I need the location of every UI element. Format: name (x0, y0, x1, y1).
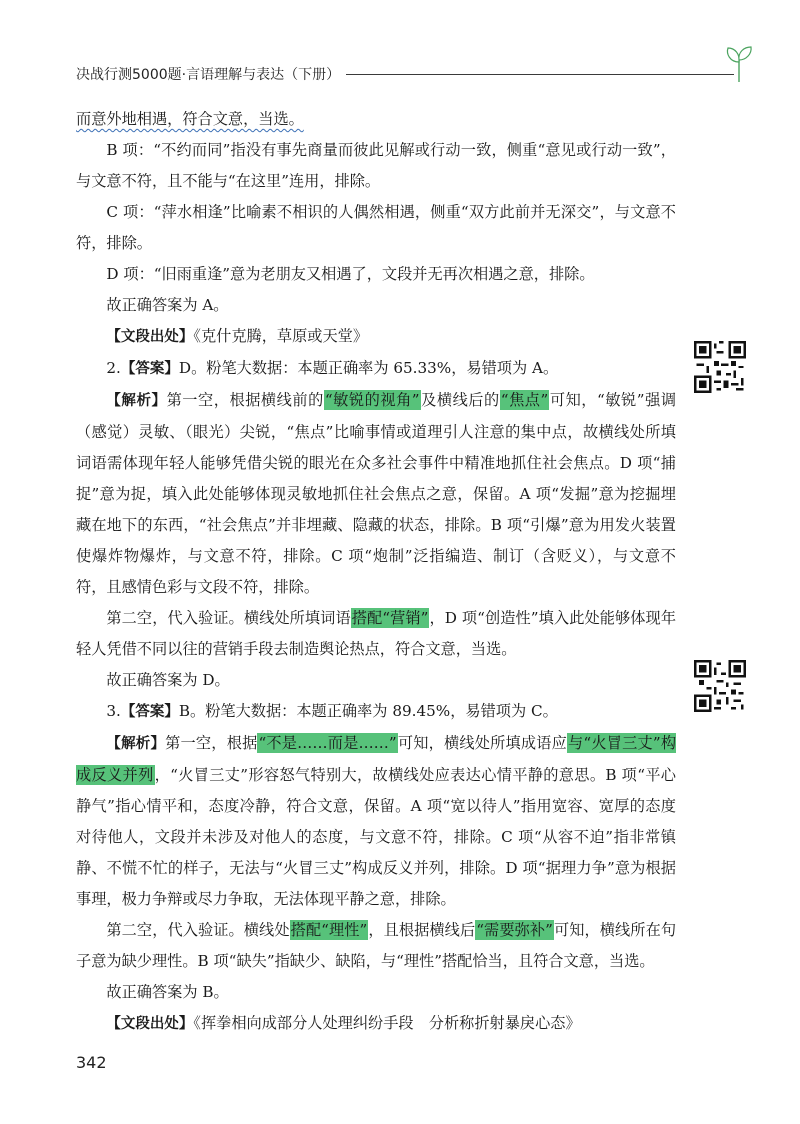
answer-explanations (76, 104, 676, 1040)
highlight: “不是……而是……” (258, 734, 397, 752)
q3-answer: 故正确答案为 B。 (106, 983, 229, 1001)
highlight: 搭配“营销” (351, 609, 429, 627)
qr-code-icon[interactable] (694, 341, 746, 393)
highlight: “焦点” (500, 391, 549, 409)
highlight: 搭配“理性” (290, 921, 368, 939)
book-title: 决战行测5000题·言语理解与表达（下册） (76, 64, 346, 84)
option-d-analysis: D 项：“旧雨重逢”意为老朋友又相遇了，文段并无再次相遇之意，排除。 (106, 265, 595, 283)
q2-analysis-2: 第二空，代入验证。横线处所填词语搭配“营销”，D 项“创造性”填入此处能够体现年轻人凭借不同以往的营销手段去制造舆论热点，符合文意，当选。 (76, 609, 677, 658)
highlight: “需要弥补” (476, 921, 553, 939)
option-c-analysis: C 项：“萍水相逢”比喻素不相识的人偶然相遇，侧重“双方此前并无深交”，与文意不符，排除。 (76, 203, 676, 252)
qr-code-icon[interactable] (694, 660, 746, 712)
source-line: 【文段出处】《挥拳相向成部分人处理纠纷手段 分析称折射暴戾心态》 (106, 1014, 581, 1032)
source-line: 【文段出处】《克什克腾，草原或天堂》 (106, 327, 369, 345)
q3-analysis-1: 【解析】第一空，根据“不是……而是……”可知，横线处所填成语应与“火冒三丈”构成反义并列，“火冒三丈”形容怒气特别大，故横线处应表达心情平静的意思。B 项“平心静气”指心情平和，态度冷静，符合文意，保留。A 项“宽以待人”指用宽容、宽厚的态度对待他人，文段并未涉及对他人的态度，与文意不符，排除。C 项“从容不迫”指非常镇静、不慌不忙的样子，无法与“火冒三丈”构成反义并列，排除。D 项“据理力争”意为根据事理，极力争辩或尽力争取，无法体现平静之意，排除。 (76, 734, 677, 908)
option-b-analysis: B 项：“不约而同”指没有事先商量而彼此见解或行动一致，侧重“意见或行动一致”，与文意不符，且不能与“在这里”连用，排除。 (76, 141, 676, 190)
page-number: 342 (76, 1053, 107, 1072)
sprout-icon (722, 42, 756, 82)
q2-answer-line: 2.【答案】D。粉笔大数据：本题正确率为 65.33%，易错项为 A。 (106, 359, 559, 377)
answer-line: 故正确答案为 A。 (106, 296, 229, 314)
running-header (76, 64, 756, 84)
highlight: 与“火冒三丈”构成反义并列 (76, 734, 677, 784)
q3-answer-line: 3.【答案】B。粉笔大数据：本题正确率为 89.45%，易错项为 C。 (106, 702, 558, 720)
highlight: “敏锐的视角” (324, 391, 420, 409)
q3-analysis-2: 第二空，代入验证。横线处搭配“理性”，且根据横线后“需要弥补”可知，横线所在句子意为缺少理性。B 项“缺失”指缺少、缺陷，与“理性”搭配恰当，且符合文意，当选。 (76, 921, 677, 970)
text-line: 而意外地相遇，符合文意，当选。 (76, 110, 304, 128)
q2-answer: 故正确答案为 D。 (106, 671, 230, 689)
q2-analysis-1: 【解析】第一空，根据横线前的“敏锐的视角”及横线后的“焦点”可知，“敏锐”强调（感觉）灵敏、（眼光）尖锐，“焦点”比喻事情或道理引人注意的集中点，故横线处所填词语需体现年轻人能够凭借尖锐的眼光在众多社会事件中精准地抓住社会焦点。D 项“捕捉”意为捉，填入此处能够体现灵敏地抓住社会焦点之意，保留。A 项“发掘”意为挖掘埋藏在地下的东西，“社会焦点”并非埋藏、隐藏的状态，排除。B 项“引爆”意为用发火装置使爆炸物爆炸，与文意不符，排除。C 项“炮制”泛指编造、制订（含贬义），与文意不符，且感情色彩与文段不符，排除。 (76, 391, 677, 596)
